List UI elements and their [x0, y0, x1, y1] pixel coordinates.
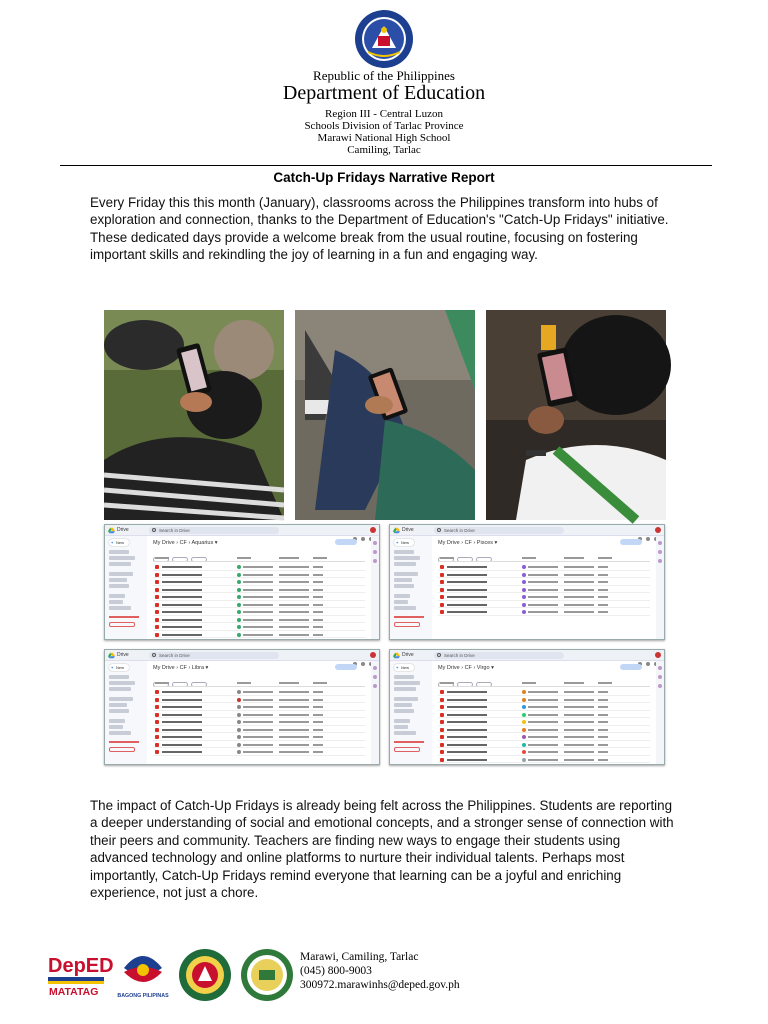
file-table-header: [438, 557, 650, 562]
search-icon: [437, 528, 441, 532]
view-toggle[interactable]: [620, 664, 642, 670]
school-seal-logo: [240, 948, 294, 1002]
table-row[interactable]: [438, 688, 650, 696]
school-line: Marawi National High School: [317, 132, 451, 144]
search-icon: [437, 653, 441, 657]
division-seal-logo: [178, 948, 232, 1002]
drive-screenshot-pisces: [389, 524, 665, 640]
deped-seal-logo: [348, 8, 420, 70]
file-list: [438, 688, 650, 763]
footer-email[interactable]: 300972.marawinhs@deped.gov.ph: [300, 979, 460, 991]
table-row[interactable]: [153, 718, 365, 726]
storage-bar: [109, 741, 139, 743]
table-row[interactable]: [153, 571, 365, 579]
drive-screenshot-libra: [104, 649, 380, 765]
storage-bar: [394, 616, 424, 618]
table-row[interactable]: [153, 703, 365, 711]
region-line: Region III - Central Luzon: [325, 108, 443, 120]
table-row[interactable]: [438, 696, 650, 704]
table-row[interactable]: [153, 726, 365, 734]
table-row[interactable]: [438, 703, 650, 711]
table-row[interactable]: [153, 608, 365, 616]
search-placeholder: Search in Drive: [444, 653, 475, 658]
storage-bar: [109, 616, 139, 618]
avatar[interactable]: [655, 652, 661, 658]
table-row[interactable]: [153, 696, 365, 704]
file-table-header: [438, 682, 650, 687]
file-list: [438, 563, 650, 616]
department-title: Department of Education: [282, 82, 486, 104]
table-row[interactable]: [153, 601, 365, 609]
breadcrumb[interactable]: My Drive › CF › Virgo ▾: [438, 665, 494, 671]
table-row[interactable]: [438, 563, 650, 571]
get-more-storage-button[interactable]: [394, 747, 420, 752]
table-row[interactable]: [153, 733, 365, 741]
table-row[interactable]: [438, 718, 650, 726]
new-button[interactable]: + New: [109, 664, 129, 671]
impact-paragraph: The impact of Catch-Up Fridays is already being felt across the Philippines. Students are reporting a deeper understanding of social and emotional concepts, and a stronger sense of connection with their peers and community. Teachers are finding new ways to engage their students using advanced technology and online platforms to nurture their individual talents. Perhaps most importantly, Catch-Up Fridays remind everyone that learning can be a joyful and enriching experience, not just a chore.: [90, 798, 674, 901]
header-divider: [60, 165, 712, 166]
new-button[interactable]: + New: [394, 539, 414, 546]
drive-sidebar: [390, 536, 432, 639]
drive-topbar: [105, 650, 379, 661]
table-row[interactable]: [438, 571, 650, 579]
storage-bar: [394, 741, 424, 743]
student-photo-2: [295, 310, 475, 520]
drive-topbar: [390, 525, 664, 536]
table-row[interactable]: [153, 748, 365, 756]
table-row[interactable]: [153, 586, 365, 594]
drive-search-input[interactable]: [434, 652, 564, 659]
right-rail: [656, 536, 664, 639]
drive-app-name: Drive: [402, 652, 414, 658]
view-toggle[interactable]: [620, 539, 642, 545]
table-row[interactable]: [438, 733, 650, 741]
search-placeholder: Search in Drive: [444, 528, 475, 533]
drive-sidebar: [105, 536, 147, 639]
google-drive-icon: [108, 652, 115, 659]
drive-screenshot-aquarius: [104, 524, 380, 640]
student-photo-1: [104, 310, 284, 520]
drive-screenshot-virgo: [389, 649, 665, 765]
new-button[interactable]: + New: [394, 664, 414, 671]
drive-search-input[interactable]: [149, 527, 279, 534]
right-rail: [656, 661, 664, 764]
location-line: Camiling, Tarlac: [347, 144, 421, 156]
table-row[interactable]: [153, 711, 365, 719]
view-toggle[interactable]: [335, 539, 357, 545]
drive-app-name: Drive: [117, 527, 129, 533]
table-row[interactable]: [438, 608, 650, 616]
drive-app-name: Drive: [402, 527, 414, 533]
table-row[interactable]: [438, 756, 650, 764]
search-placeholder: Search in Drive: [159, 528, 190, 533]
republic-line: Republic of the Philippines: [313, 68, 455, 83]
drive-topbar: [105, 525, 379, 536]
intro-paragraph: Every Friday this this month (January), classrooms across the Philippines transform into hubs of exploration and connection, thanks to the Department of Education's "Catch-Up Fridays" initiative. These dedicated days provide a welcome break from the usual routine, focusing on fostering important skills and rekindling the joy of learning in a fun and engaging way.: [90, 195, 669, 263]
avatar[interactable]: [370, 652, 376, 658]
deped-wordmark: DepED: [48, 955, 114, 977]
footer-address: Marawi, Camiling, Tarlac: [300, 951, 419, 963]
footer-phone: (045) 800-9003: [300, 965, 372, 977]
search-icon: [152, 653, 156, 657]
table-row[interactable]: [153, 741, 365, 749]
table-row[interactable]: [438, 593, 650, 601]
breadcrumb[interactable]: My Drive › CF › Aquarius ▾: [153, 540, 218, 546]
google-drive-icon: [393, 527, 400, 534]
avatar[interactable]: [655, 527, 661, 533]
right-rail: [371, 536, 379, 639]
table-row[interactable]: [438, 726, 650, 734]
table-row[interactable]: [153, 688, 365, 696]
table-row[interactable]: [153, 616, 365, 624]
division-line: Schools Division of Tarlac Province: [304, 120, 464, 132]
google-drive-icon: [108, 527, 115, 534]
file-list: [153, 563, 365, 638]
drive-search-input[interactable]: [149, 652, 279, 659]
view-toggle[interactable]: [335, 664, 357, 670]
deped-matatag-logo: [48, 950, 114, 998]
get-more-storage-button[interactable]: [109, 747, 135, 752]
table-row[interactable]: [438, 601, 650, 609]
new-button[interactable]: + New: [109, 539, 129, 546]
file-list: [153, 688, 365, 756]
bagong-pilipinas-logo: [116, 948, 170, 1000]
report-title: Catch-Up Fridays Narrative Report: [273, 170, 495, 185]
avatar[interactable]: [370, 527, 376, 533]
google-drive-icon: [393, 652, 400, 659]
bagong-pilipinas-text: BAGONG PILIPINAS: [117, 993, 169, 999]
drive-sidebar: [390, 661, 432, 764]
drive-sidebar: [105, 661, 147, 764]
table-row[interactable]: [153, 631, 365, 639]
breadcrumb[interactable]: My Drive › CF › Pisces ▾: [438, 540, 498, 546]
table-row[interactable]: [438, 586, 650, 594]
right-rail: [371, 661, 379, 764]
matatag-wordmark: MATATAG: [49, 986, 99, 998]
table-row[interactable]: [438, 748, 650, 756]
search-placeholder: Search in Drive: [159, 653, 190, 658]
table-row[interactable]: [438, 711, 650, 719]
drive-topbar: [390, 650, 664, 661]
table-row[interactable]: [438, 578, 650, 586]
drive-search-input[interactable]: [434, 527, 564, 534]
table-row[interactable]: [153, 563, 365, 571]
file-table-header: [153, 557, 365, 562]
table-row[interactable]: [153, 593, 365, 601]
file-table-header: [153, 682, 365, 687]
student-photo-3: [486, 310, 666, 520]
table-row[interactable]: [153, 578, 365, 586]
search-icon: [152, 528, 156, 532]
table-row[interactable]: [438, 741, 650, 749]
get-more-storage-button[interactable]: [109, 622, 135, 627]
get-more-storage-button[interactable]: [394, 622, 420, 627]
drive-app-name: Drive: [117, 652, 129, 658]
table-row[interactable]: [153, 623, 365, 631]
breadcrumb[interactable]: My Drive › CF › Libra ▾: [153, 665, 209, 671]
